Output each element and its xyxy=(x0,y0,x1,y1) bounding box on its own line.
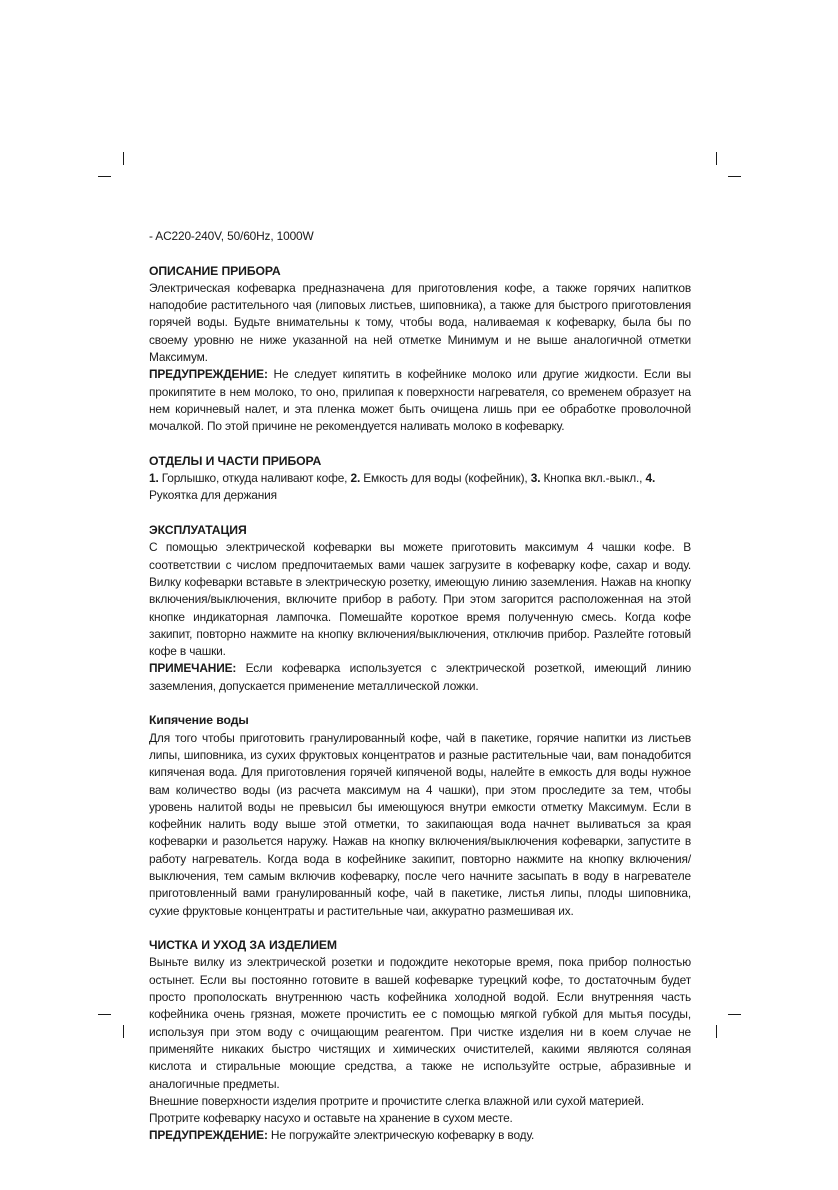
warning-label: ПРЕДУПРЕЖДЕНИЕ: xyxy=(149,367,268,382)
warning-text: Не следует кипятить в кофейнике молоко или другие жидкости. Если вы прокипятите в нем молоко, то оно, прилипая к поверхности нагревателя, со временем образует на нем коричневый налет, и эта пленка может быть очищена лишь при ее обработке проволочной мочалкой. По этой причине не рекомендуется наливать молоко в кофеварку. xyxy=(149,367,691,434)
part-label: Кнопка вкл.-выкл., xyxy=(540,471,646,486)
boiling-text: Для того чтобы приготовить гранулированный кофе, чай в пакетике, горячие напитки из листьев липы, шиповника, из сухих фруктовых концентратов и разные растительные чаи, вам понадобится кипяченая вода. Для приготовления горячей кипяченой воды, налейте в емкость для воды нужное вам количество воды (из расчета максимум на 4 чашки), при этом проследите за тем, чтобы уровень налитой воды не превысил бы имеющуюся внутри емкости отметку Максимум. Если в кофейник налить воду выше этой отметки, то закипающая вода начнет выливаться за края кофеварки и разольется наружу. Нажав на кнопку включения/выключения кофеварки, запустите в работу нагреватель. Когда вода в кофейнике закипит, повторно нажмите на кнопку включения/выключения, тем самым включив кофеварку, после чего начните засыпать в воду в нагревателе приготовленный вами гранулированный кофе, чай в пакетике, листья липы, плоды шиповника, сухие фруктовые концентраты и растительные чаи, аккуратно размешивая их. xyxy=(149,730,691,918)
warning-label: ПРЕДУПРЕЖДЕНИЕ: xyxy=(149,1128,268,1143)
power-spec: - AC220-240V, 50/60Hz, 1000W xyxy=(149,229,314,243)
description-text: Электрическая кофеварка предназначена для приготовления кофе, а также горячих напитков наподобие растительного чая (липовых листьев, шиповника), а также для быстрого приготовления горячей воды. Будьте внимательны к тому, чтобы вода, наливаемая к кофеварку, была бы по своему уровню не ниже указанной на ней отметке Минимум и не выше аналогичной отметки Максимум. xyxy=(149,280,691,365)
boiling-section xyxy=(149,712,691,920)
operation-section xyxy=(149,522,691,695)
crop-mark-top-right-vertical xyxy=(716,152,717,165)
crop-mark-top-left-horizontal xyxy=(98,176,111,177)
description-warning xyxy=(149,366,691,435)
cleaning-warning xyxy=(149,1127,691,1144)
cleaning-exterior-text: Внешние поверхности изделия протрите и прочистите слегка влажной или сухой материей. xyxy=(149,1093,644,1108)
boiling-heading: Кипячение воды xyxy=(149,713,249,728)
part-label: Рукоятка для держания xyxy=(149,488,277,503)
crop-mark-bottom-left-vertical xyxy=(123,1025,124,1038)
part-number: 3. xyxy=(530,471,541,486)
parts-list xyxy=(149,470,691,505)
operation-note xyxy=(149,660,691,695)
part-number: 2. xyxy=(350,471,361,486)
cleaning-heading: ЧИСТКА И УХОД ЗА ИЗДЕЛИЕМ xyxy=(149,938,337,953)
crop-mark-bottom-right-horizontal xyxy=(728,1014,741,1015)
crop-mark-bottom-right-vertical xyxy=(716,1025,717,1038)
note-label: ПРИМЕЧАНИЕ: xyxy=(149,661,237,676)
operation-heading: ЭКСПЛУАТАЦИЯ xyxy=(149,523,247,538)
crop-mark-top-right-horizontal xyxy=(728,176,741,177)
operation-text: С помощью электрической кофеварки вы можете приготовить максимум 4 чашки кофе. В соответствии с числом предпочитаемых вами чашек загрузите в кофеварку кофе, сахар и воду. Вилку кофеварки вставьте в электрическую розетку, имеющую линию заземления. Нажав на кнопку включения/выключения, включите прибор в работу. При этом загорится расположенная на этой кнопке индикаторная лампочка. Помешайте короткое время полученную смесь. Когда кофе закипит, повторно нажмите на кнопку включения/выключения, отключив прибор. Разлейте готовый кофе в чашки. xyxy=(149,540,691,659)
warning-text: Не погружайте электрическую кофеварку в воду. xyxy=(267,1128,535,1143)
cleaning-storage-text: Протрите кофеварку насухо и оставьте на хранение в сухом месте. xyxy=(149,1111,513,1126)
parts-heading: ОТДЕЛЫ И ЧАСТИ ПРИБОРА xyxy=(149,453,322,468)
cleaning-text: Выньте вилку из электрической розетки и подождите некоторые время, пока прибор полностью остынет. Если вы постоянно готовите в вашей кофеварке турецкий кофе, то достаточным будет просто прополоскать внутреннюю часть кофейника холодной водой. Если внутренняя часть кофейника очень грязная, можете прочистить ее с помощью мягкой губкой для мытья посуды, используя при этом воду с очищающим реагентом. При чистке изделия ни в коем случае не применяйте никаких быстро чистящих и химических очистителей, какими являются соляная кислота и стиральные моющие средства, а также не используйте острые, абразивные и аналогичные предметы. xyxy=(149,955,691,1091)
part-number: 4. xyxy=(645,471,656,486)
parts-section xyxy=(149,453,691,505)
part-label: Емкость для воды (кофейник), xyxy=(360,471,531,486)
manual-page-content xyxy=(149,228,691,1145)
part-number: 1. xyxy=(149,471,159,486)
note-text: Если кофеварка используется с электрической розеткой, имеющий линию заземления, допускается применение металлической ложки. xyxy=(149,661,691,693)
part-label: Горлышко, откуда наливают кофе, xyxy=(158,471,351,486)
cleaning-section xyxy=(149,937,691,1145)
description-section xyxy=(149,263,691,436)
crop-mark-top-left-vertical xyxy=(123,152,124,165)
crop-mark-bottom-left-horizontal xyxy=(98,1014,111,1015)
description-heading: ОПИСАНИЕ ПРИБОРА xyxy=(149,263,281,278)
